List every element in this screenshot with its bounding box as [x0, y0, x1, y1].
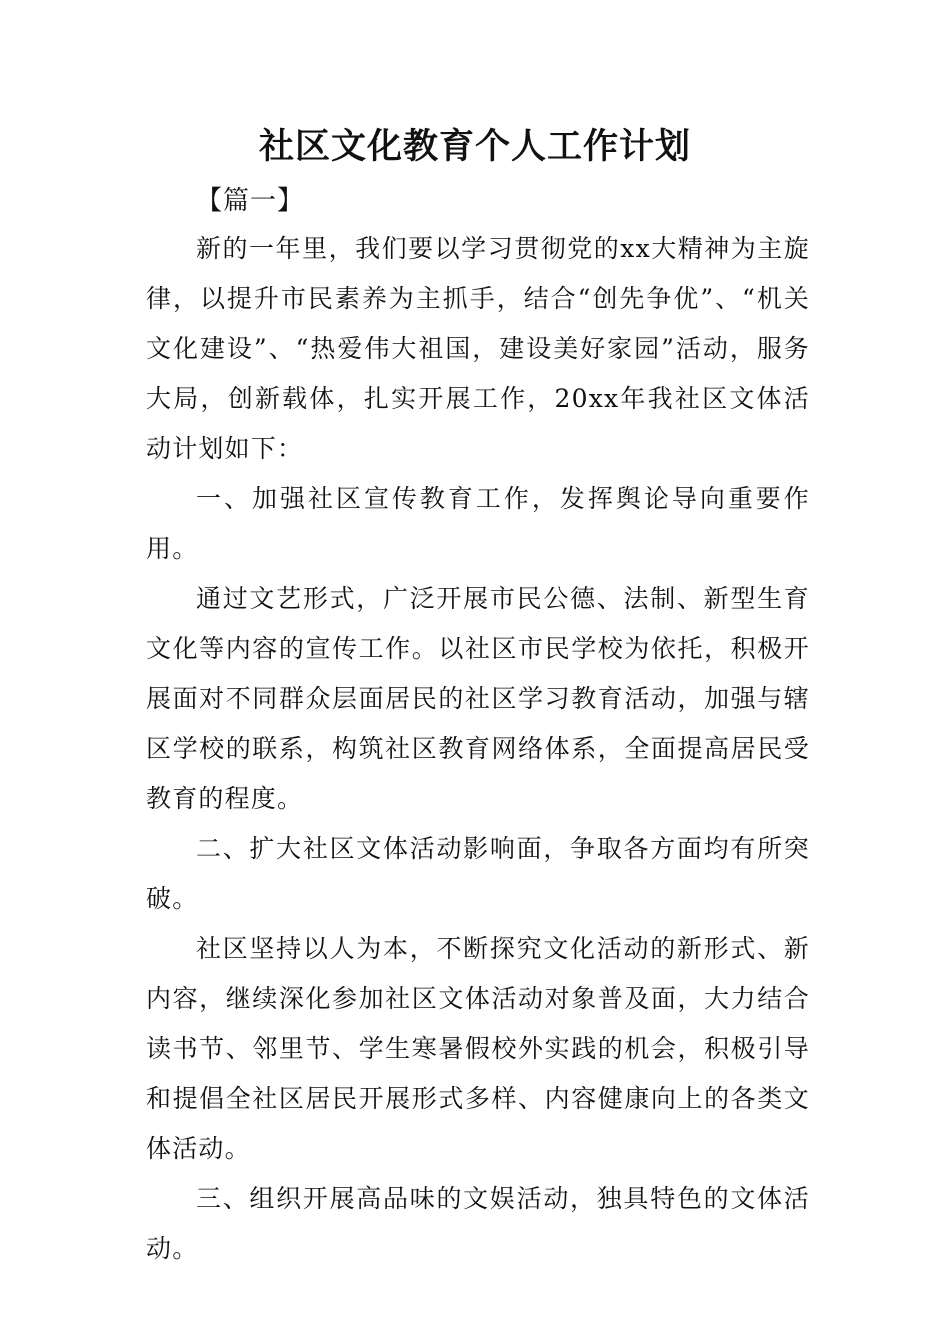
paragraph-heading-3: 三、组织开展高品味的文娱活动，独具特色的文体活动。 — [146, 1184, 810, 1263]
section-label: 【篇一】 — [196, 186, 305, 216]
paragraph-heading-1: 一、加强社区宣传教育工作，发挥舆论导向重要作用。 — [146, 484, 810, 563]
document-title: 社区文化教育个人工作计划 — [258, 126, 691, 167]
paragraph-intro: 新的一年里，我们要以学习贯彻党的xx大精神为主旋律，以提升市民素养为主抓手，结合“创先争优”、“机关文化建设”、“热爱伟大祖国，建设美好家园”活动，服务大局，创新载体，扎实开展工作，20xx年我社区文体活动计划如下： — [146, 234, 810, 463]
paragraph-body-1: 通过文艺形式，广泛开展市民公德、法制、新型生育文化等内容的宣传工作。以社区市民学校为依托，积极开展面对不同群众层面居民的社区学习教育活动，加强与辖区学校的联系，构筑社区教育网络体系，全面提高居民受教育的程度。 — [146, 584, 810, 813]
paragraph-body-2: 社区坚持以人为本，不断探究文化活动的新形式、新内容，继续深化参加社区文体活动对象普及面，大力结合读书节、邻里节、学生寒暑假校外实践的机会，积极引导和提倡全社区居民开展形式多样、内容健康向上的各类文体活动。 — [146, 934, 810, 1163]
paragraph-heading-2: 二、扩大社区文体活动影响面，争取各方面均有所突破。 — [146, 834, 810, 913]
document-body — [146, 224, 810, 1274]
